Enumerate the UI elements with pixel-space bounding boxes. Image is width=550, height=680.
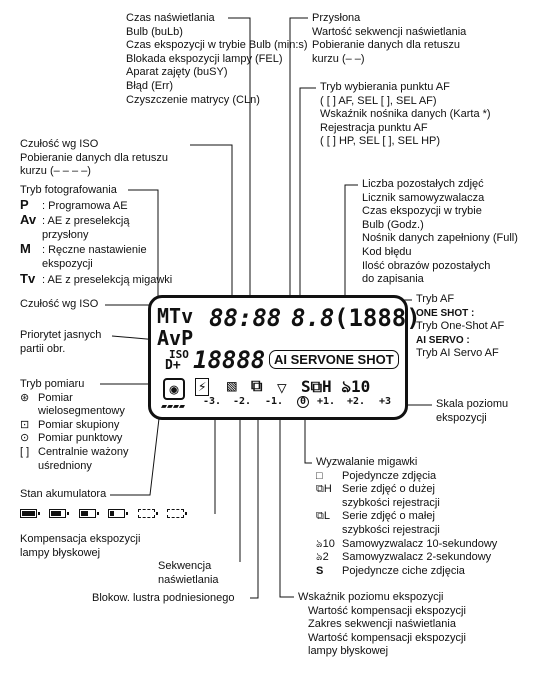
lcd-iso-label: ISO <box>169 348 189 361</box>
center-weighted-icon: [ ] <box>20 445 30 458</box>
label-tryb-pomiaru: Tryb pomiaru ⊛ Pomiar wielosegmentowy ⊡ Pomiar skupiony ⊙ Pomiar punktowy [ ] Centralnie ważony uśredniony <box>20 378 129 472</box>
lcd-avp: AvP <box>157 326 194 350</box>
label-liczba-zdjec: Liczba pozostałych zdjęć Licznik samowyzwalacza Czas ekspozycji w trybie Bulb (Godz.) Nośnik danych zapełniony (Full) Kod błędu Ilość obrazów pozostałych do zapisania <box>362 178 518 286</box>
lcd-flash-comp-icon: ⚡ <box>195 378 209 396</box>
spot-metering-icon: ⊙ <box>20 432 30 445</box>
lcd-bracketing-icon: ▧ <box>227 376 237 395</box>
label-blokow-lustra: Blokow. lustra podniesionego <box>92 592 235 604</box>
continuous-low-icon: ⧉L <box>316 510 330 523</box>
battery-full-icon <box>20 509 37 518</box>
lcd-exposure-indicator-icon: ▽ <box>277 378 287 397</box>
lcd-panel <box>148 295 421 420</box>
label-priorytet: Priorytet jasnych partii obr. <box>20 329 102 355</box>
lcd-mtv: MTv <box>157 304 194 328</box>
scale-label: +3 <box>379 396 392 407</box>
leader-af-point <box>300 88 316 300</box>
scale-label: 0 <box>297 396 309 408</box>
lcd-drive-mode: S⧉H ঌ10 <box>301 377 371 396</box>
label-przyslona: Przysłona Wartość sekwencji naświetlania Pobieranie danych dla retuszu kurzu (– –) <box>312 12 467 65</box>
scale-label: +1. <box>317 396 336 407</box>
label-sekwencja: Sekwencja naświetlania <box>158 560 219 586</box>
label-skala-ekspozycji: Skala poziomu ekspozycji <box>436 398 509 424</box>
self-timer-10-icon: ঌ10 <box>316 537 335 550</box>
lcd-aperture: 8.8 <box>291 304 335 332</box>
label-iso-top: Czułość wg ISO Pobieranie danych dla retuszu kurzu (– – – –) <box>20 138 168 178</box>
label-kompensacja-lampy: Kompensacja ekspozycji lampy błyskowej <box>20 533 141 559</box>
lcd-shots-remaining: (1888) <box>334 304 421 332</box>
label-af-point: Tryb wybierania punktu AF ( [ ] AF, SEL [ ], SEL AF) Wskaźnik nośnika danych (Karta *) Rejestracja punktu AF ( [ ] HP, SEL [ ], SEL HP) <box>320 81 491 148</box>
battery-mid-icon <box>79 509 96 518</box>
label-stan-akumulatora: Stan akumulatora <box>20 488 107 500</box>
battery-levels <box>20 505 192 523</box>
single-shot-icon: □ <box>316 469 323 482</box>
battery-low-icon <box>108 509 125 518</box>
battery-empty-icon <box>167 509 184 518</box>
label-wyzwalanie-migawki: Wyzwalanie migawki □ Pojedyncze zdjęcia ⧉H Serie zdjęć o dużej szybkości rejestracji ⧉L Serie zdjęć o małej szybkości rejestracji ঌ10 Samowyzwalacz 10-sekundowy ঌ2 Samowyzwalacz 2-sekundowy S Pojedyncze ciche zdjęcia <box>316 456 498 577</box>
lcd-metering-icon: ◉ <box>163 378 185 400</box>
lcd-battery-icon: ▰▰▰▰ <box>161 401 186 412</box>
scale-label: -1. <box>265 396 284 407</box>
silent-shot-icon: S <box>316 564 324 577</box>
evaluative-metering-icon: ⊛ <box>20 391 30 404</box>
leader-liczba <box>345 185 358 300</box>
lcd-shutter: 88:88 <box>209 304 282 332</box>
lcd-exposure-scale <box>203 396 397 410</box>
scale-label: -2. <box>233 396 252 407</box>
lcd-af-mode: AI SERVONE SHOT <box>269 350 399 369</box>
label-tryb-af: Tryb AF ONE SHOT : Tryb One-Shot AF AI SERVO : Tryb AI Servo AF <box>416 293 505 360</box>
battery-very-low-icon <box>138 509 155 518</box>
scale-label: -3. <box>203 396 222 407</box>
lcd-iso-value: 18888 <box>193 346 266 374</box>
leader-blokow <box>250 400 258 598</box>
leader-iso-top <box>190 145 232 300</box>
continuous-high-icon: ⧉H <box>316 483 332 496</box>
label-iso-mid: Czułość wg ISO <box>20 298 99 310</box>
label-czas-naswietlania: Czas naświetlania Bulb (buLb) Czas ekspozycji w trybie Bulb (min:s) Blokada ekspozycji lampy (FEL) Aparat zajęty (buSY) Błąd (Err) Czyszczenie matrycy (CLn) <box>126 12 308 106</box>
label-wskaznik-ekspozycji: Wskaźnik poziomu ekspozycji Wartość kompensacji ekspozycji Zakres sekwencji naświetlania Wartość kompensacji ekspozycji lampy błyskowej <box>298 591 466 658</box>
partial-metering-icon: ⊡ <box>20 418 30 431</box>
lcd-mirror-lockup-icon: ⧉ <box>251 376 263 395</box>
lcd-highlight-priority: D+ <box>165 358 181 373</box>
scale-label: +2. <box>347 396 366 407</box>
self-timer-2-icon: ঌ2 <box>316 551 329 564</box>
leader-wskaznik <box>280 400 294 597</box>
label-tryb-fotografowania: Tryb fotografowania P : Programowa AE Av : AE z preselekcją przysłony M : Ręczne nastawienie ekspozycji Tv : AE z preselekcją migawki <box>20 184 173 286</box>
battery-high-icon <box>49 509 66 518</box>
